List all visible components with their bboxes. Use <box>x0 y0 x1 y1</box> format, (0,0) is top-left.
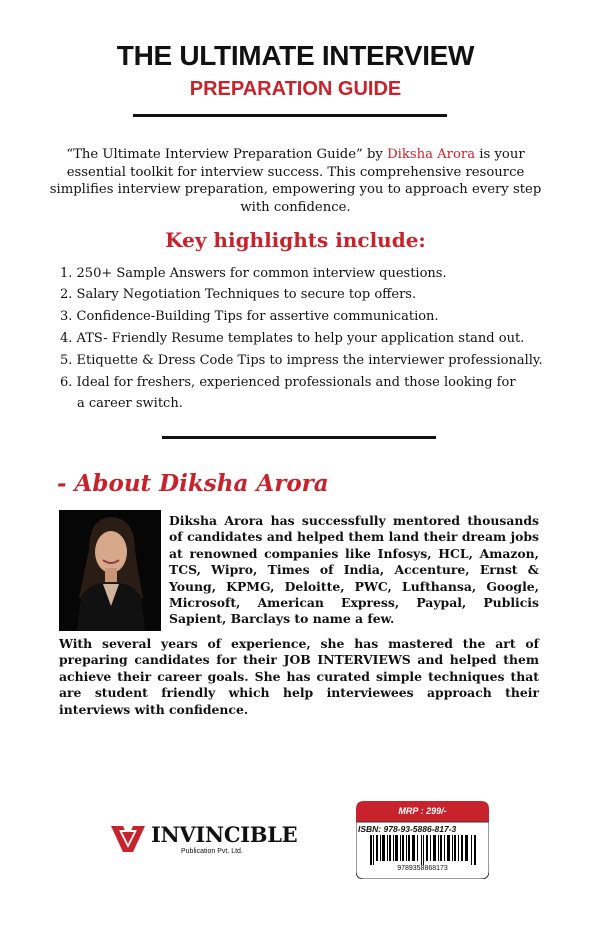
author-name: Diksha Arora <box>387 147 476 162</box>
barcode-number: 9789358868173 <box>397 865 448 872</box>
bio-paragraph-2: With several years of experience, she has mastered the art of preparing candidates for their JOB INTERVIEWS and helped them achieve their career goals. She has curated simple techniques that are student friendly which help interviewees approach their interviews with confidence. <box>59 636 539 717</box>
publisher-logo-icon <box>109 822 147 856</box>
barcode-icon <box>370 835 476 865</box>
highlight-item-5: 5. Etiquette & Dress Code Tips to impress the interviewer professionally. <box>60 353 543 368</box>
intro-text-2: is your essential toolkit for interview success. This comprehensive resource simplifies interview preparation, empowering you to approach every step with confidence. <box>49 147 542 215</box>
intro-text-1: “The Ultimate Interview Preparation Guide” by <box>66 147 388 162</box>
mrp-label: MRP : 299/- <box>398 806 447 816</box>
title-line-1: THE ULTIMATE INTERVIEW <box>116 40 475 71</box>
isbn-label: ISBN: 978-93-5886-817-3 <box>358 824 457 834</box>
intro-paragraph <box>40 146 551 216</box>
highlight-item-3: 3. Confidence-Building Tips for assertive communication. <box>60 309 439 324</box>
price-barcode-block <box>356 801 489 879</box>
highlight-item-1: 1. 250+ Sample Answers for common interview questions. <box>60 266 447 281</box>
top-divider <box>133 114 447 117</box>
author-portrait-icon <box>59 510 161 631</box>
middle-divider <box>162 436 436 439</box>
highlight-item-6: 6. Ideal for freshers, experienced professionals and those looking for <box>60 375 516 390</box>
publisher-name: INVINCIBLE <box>151 822 298 847</box>
about-heading: - About Diksha Arora <box>57 470 329 497</box>
title-line-2: PREPARATION GUIDE <box>189 78 402 100</box>
highlights-heading: Key highlights include: <box>165 228 426 252</box>
publisher-subtitle: Publication Pvt. Ltd. <box>181 848 243 855</box>
highlight-item-2: 2. Salary Negotiation Techniques to secure top offers. <box>60 287 417 302</box>
highlight-item-6-cont: a career switch. <box>77 396 183 411</box>
bio-paragraph-1: Diksha Arora has successfully mentored thousands of candidates and helped them land their dream jobs at renowned companies like Infosys, HCL, Amazon, TCS, Wipro, Times of India, Accenture, Ernst & Young, KPMG, Deloitte, PWC, Lufthansa, Google, Microsoft, American Express, Paypal, Publicis Sapient, Barclays to name a few. <box>169 513 539 627</box>
author-photo <box>59 510 161 631</box>
highlight-item-4: 4. ATS- Friendly Resume templates to help your application stand out. <box>60 331 525 346</box>
